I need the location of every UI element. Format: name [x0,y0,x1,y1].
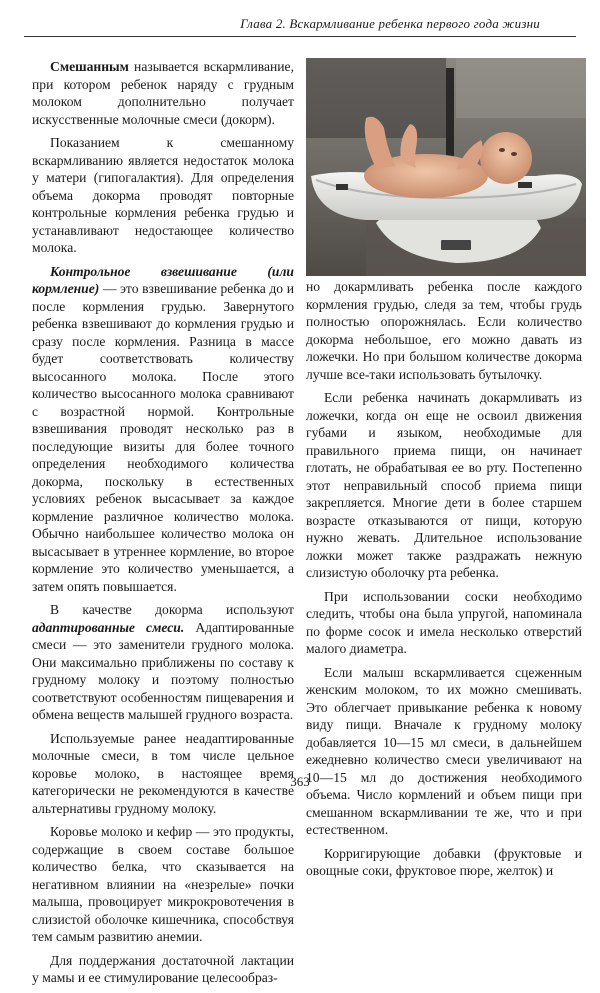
paragraph-lactation: Для поддержания достаточной лактации у мамы и ее стимулирование целесообраз- [32,952,294,985]
paragraph-expressed-milk: Если малыш вскармливается сцеженным женским молоком, то их можно смешивать. Это облегчает привыкание ребенка к новому виду пищи. Вначале к грудному молоку добавляется 10—15 мл смеси, в дальнейшем ежедневно количество смеси увеличивают на 10—15 мл до достижения необходимого объема. Число кормлений и объем пищи при смешанном вскармливании те же, что и при естественном. [306,664,582,837]
term-control-weighing: Контрольное взвешивание (или кормление) [32,263,294,296]
running-header [0,6,600,36]
paragraph-control-weighing [32,263,294,596]
text: В качестве докорма используют [50,602,294,617]
paragraph-nipple: При использовании соски необходимо следить, чтобы она была упругой, напоминала по форме сосок и имела несколько отверстий малого диаметра. [306,588,582,656]
term-mixed: Смешанным [50,59,129,74]
paragraph-indication: Показанием к смешанному вскармливанию является недостаток молока у матери (гипогалактия). Для определения объема докорма проводят повторные контрольные кормления ребенка грудью и устанавливают недостающее количество молока. [32,135,294,255]
term-adapted-mixes: адаптированные смеси. [32,619,185,635]
paragraph-non-adapted: Используемые ранее неадаптированные молочные смеси, в том числе цельное коровье молоко, в настоящее время категорически не рекомендуются в качестве альтернативы грудному молоку. [32,730,294,816]
paragraph-corrective-supplements: Корригирующие добавки (фруктовые и овощные соки, фруктовое пюре, желток) и [306,845,582,878]
text: называется вскармливание, при котором ребенок наряду с грудным молоком дополнительно получает искусственные молочные смеси (докорм). [32,59,294,127]
page-number: 363 [290,774,310,789]
text: — это взвешивание ребенка до и после кормления грудью. Завернутого ребенка взвешивают до кормления грудью и сразу после кормления. Разница в массе будет соответствовать количеству высосанного молока. После этого количество высосанного молока сравнивают с возрастной нормой. Контрольные взвешивания проводят несколько раз в последующие визиты для более точного определения необходимого количества докорма, поскольку в естественных условиях ребенок высасывает за каждое кормление различное количество молока. Обычно наибольшее количество молока он высасывает в утреннее кормление, во второе кормление это количество уменьшается, а затем опять повышается. [32,281,294,594]
chapter-title: Глава 2. Вскармливание ребенка первого года жизни [240,16,540,31]
left-column [32,58,294,993]
photo-baby-on-scale [306,58,586,276]
baby-scale-illustration [306,58,586,276]
paragraph-spoon: Если ребенка начинать докармливать из ложечки, когда он еще не освоил движения губами и языком, необходимые для правильного приема пищи, он начинает глотать, не обрабатывая ее во рту. Постепенно этот неправильный способ приема пищи закрепляется. Многие дети в более старшем возрасте отказываются от пищи, которую нужно жевать. Длительное использование ложки может также раздражать нежную слизистую оболочку рта ребенка. [306,390,582,580]
paragraph-cow-milk: Коровье молоко и кефир — это продукты, содержащие в своем составе большое количество белка, что сказывается на негативном влиянии на «незрелые» почки малыша, провоцирует микрокровотечения в слизистой оболочке кишечника, способствуя тем самым развитию анемии. [32,824,294,944]
text: Адаптированные смеси — это заменители грудного молока. Они максимально приближены по составу к грудному молоку и поэтому полностью соответствуют особенностям пищеварения и обмена веществ малышей грудного возраста. [32,619,294,722]
paragraph-continuation: но докармливать ребенка после каждого кормления грудью, следя за тем, чтобы грудь полностью опорожнялась. Если количество докорма небольшое, его можно давать из ложечки. Но при большом количестве докорма лучше все-таки использовать бутылочку. [306,279,582,382]
paragraph-adapted-mixes [32,601,294,724]
paragraph-mixed-feeding [32,58,294,128]
header-rule [24,36,576,37]
right-column [306,278,582,886]
